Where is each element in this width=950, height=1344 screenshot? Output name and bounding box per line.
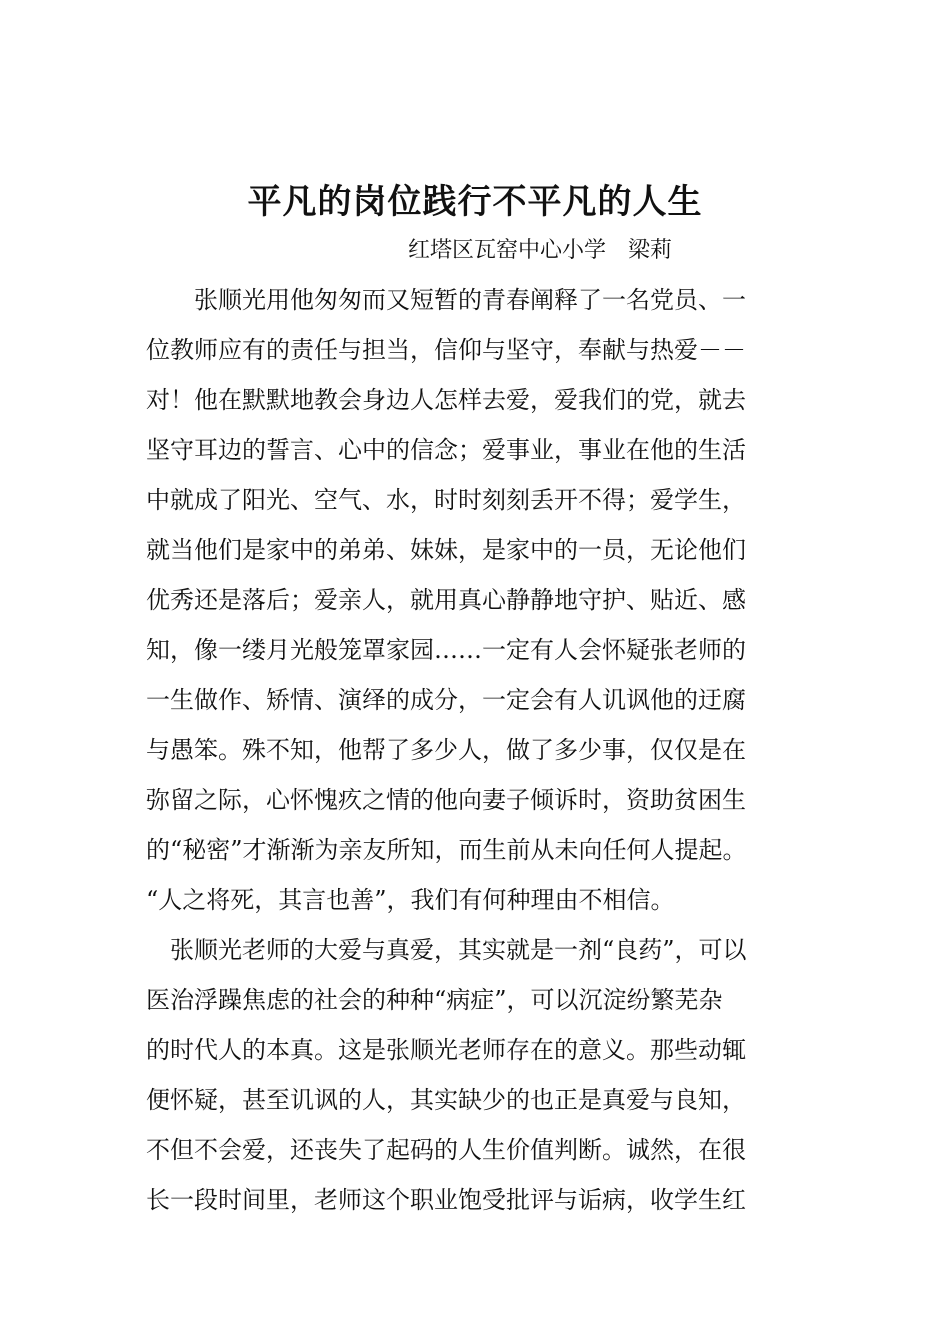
body-line: 中就成了阳光、空气、水，时时刻刻丢开不得；爱学生，: [146, 486, 746, 514]
body-line: 弥留之际，心怀愧疚之情的他向妻子倾诉时，资助贫困生: [146, 786, 746, 814]
body-line: 就当他们是家中的弟弟、妹妹，是家中的一员，无论他们: [146, 536, 746, 564]
document-title: 平凡的岗位践行不平凡的人生: [247, 182, 703, 222]
body-line: 长一段时间里，老师这个职业饱受批评与诟病，收学生红: [146, 1186, 746, 1214]
body-line: 的“秘密”才渐渐为亲友所知，而生前从未向任何人提起。: [146, 836, 747, 864]
document-byline: 红塔区瓦窑中心小学 梁莉: [408, 238, 673, 263]
body-line: “人之将死，其言也善”，我们有何种理由不相信。: [146, 886, 675, 914]
body-line: 优秀还是落后；爱亲人，就用真心静静地守护、贴近、感: [146, 586, 746, 614]
body-line: 张顺光用他匆匆而又短暂的青春阐释了一名党员、一: [146, 286, 746, 314]
body-line: 对！他在默默地教会身边人怎样去爱，爱我们的党，就去: [146, 386, 746, 414]
body-line: 知，像一缕月光般笼罩家园……一定有人会怀疑张老师的: [146, 636, 746, 664]
body-line: 位教师应有的责任与担当，信仰与坚守，奉献与热爱－－: [146, 336, 746, 364]
body-line: 一生做作、矫情、演绎的成分，一定会有人讥讽他的迂腐: [146, 686, 746, 714]
body-line: 坚守耳边的誓言、心中的信念；爱事业，事业在他的生活: [146, 436, 746, 464]
body-line: 与愚笨。殊不知，他帮了多少人，做了多少事，仅仅是在: [146, 736, 746, 764]
body-line: 不但不会爱，还丧失了起码的人生价值判断。诚然，在很: [146, 1136, 746, 1164]
body-line: 张顺光老师的大爱与真爱，其实就是一剂“良药”，可以: [146, 936, 747, 964]
body-line: 便怀疑，甚至讥讽的人，其实缺少的也正是真爱与良知，: [146, 1086, 746, 1114]
body-line: 的时代人的本真。这是张顺光老师存在的意义。那些动辄: [146, 1036, 746, 1064]
body-line: 医治浮躁焦虑的社会的种种“病症”，可以沉淀纷繁芜杂: [146, 986, 723, 1014]
